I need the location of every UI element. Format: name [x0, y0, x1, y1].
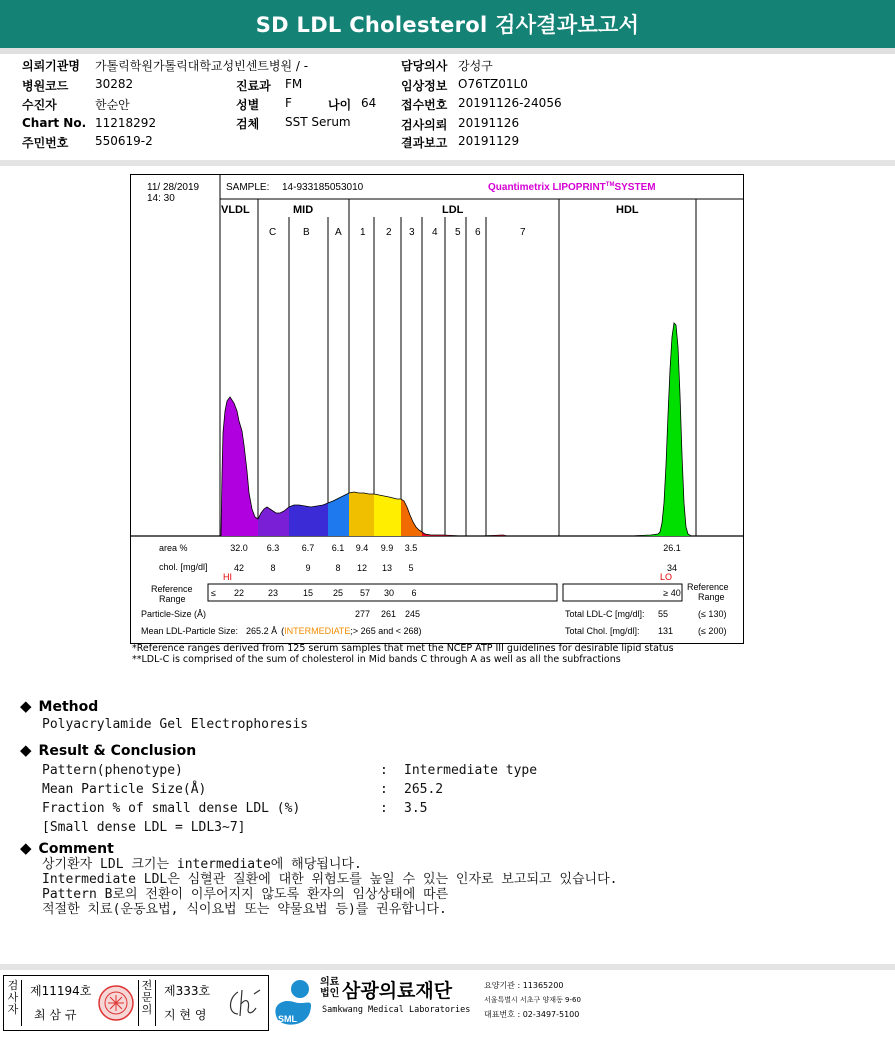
request-date-value: 20191126 — [458, 116, 520, 130]
sml-logo-icon — [270, 976, 318, 1028]
inspector-no: 제11194호 — [30, 984, 92, 998]
diamond-bullet-icon: ◆ — [20, 839, 32, 857]
band-label-6: 6 — [475, 227, 481, 238]
ref-value-hdl: ≥ 40 — [663, 588, 681, 598]
footnote-1: *Reference ranges derived from 125 serum samples that met the NCEP ATP III guidelines for desirable lipid status — [132, 643, 674, 654]
band-label-c: C — [269, 227, 277, 238]
comment-line: Intermediate LDL은 심혈관 질환에 대한 위험도를 높일 수 있는 인자로 보고되고 있습니다. — [42, 872, 618, 887]
chol-value: 12 — [356, 563, 368, 573]
rrn-value: 550619-2 — [95, 134, 153, 148]
header-divider — [0, 48, 895, 54]
org-address: 서울특별시 서초구 양재동 9-60 — [484, 996, 581, 1004]
row-chol-label: chol. [mg/dl] — [159, 562, 208, 572]
accession-value: 20191126-24056 — [458, 96, 562, 110]
result-value: Intermediate type — [404, 763, 538, 778]
chart-no-label: Chart No. — [22, 116, 87, 130]
specialist-label: 전문의 — [138, 980, 156, 1026]
doctor-label: 담당의사 — [401, 59, 448, 73]
sample-label: SAMPLE: — [226, 182, 270, 193]
particle-size-1: 277 — [355, 609, 371, 619]
chart-time: 14: 30 — [147, 193, 175, 204]
area-value: 6.7 — [301, 543, 315, 553]
row-ref-label-1: Reference — [151, 584, 193, 594]
band-fill-hdl — [631, 275, 696, 536]
ref-right-label-1: Reference — [687, 582, 729, 592]
specimen-value: SST Serum — [285, 115, 351, 129]
area-value: 3.5 — [404, 543, 418, 553]
diamond-bullet-icon: ◆ — [20, 741, 32, 759]
clinical-info-value: O76TZ01L0 — [458, 77, 528, 91]
result-sep: : — [380, 782, 388, 797]
chol-values — [234, 563, 677, 573]
mean-size-open: ( — [281, 626, 285, 636]
band-fill-b — [289, 275, 328, 536]
result-label: Fraction % of small dense LDL (%) — [42, 801, 301, 816]
dept-label: 진료과 — [236, 79, 271, 93]
chart-date: 11/ 28/2019 — [147, 182, 200, 193]
band-label-7: 7 — [520, 227, 526, 238]
total-ldl-ref: (≤ 130) — [698, 609, 727, 619]
result-value: 3.5 — [404, 801, 428, 816]
trace-layer — [220, 275, 696, 536]
chol-value: 42 — [233, 563, 245, 573]
lipoprint-chart — [131, 175, 743, 643]
result-label: Pattern(phenotype) — [42, 763, 183, 778]
org-prefix-1: 의료 — [320, 977, 340, 988]
method-text: Polyacrylamide Gel Electrophoresis — [42, 717, 309, 732]
band-label-5: 5 — [455, 227, 461, 238]
area-value: 32.0 — [230, 543, 248, 553]
chol-value: 8 — [270, 563, 276, 573]
particle-size-3: 245 — [405, 609, 421, 619]
mean-size-rest: ;> 265 and < 268) — [350, 626, 422, 636]
band-fill-a — [328, 275, 349, 536]
ref-right-label-2: Range — [698, 592, 725, 602]
comment-section — [20, 838, 740, 917]
band-label-2: 2 — [386, 227, 392, 238]
area-value: 6.1 — [331, 543, 345, 553]
ref-value: 30 — [383, 588, 395, 598]
result-sep: : — [380, 763, 388, 778]
recv-label: 수진자 — [22, 98, 57, 112]
chol-value: 9 — [305, 563, 311, 573]
sample-id: 14-933185053010 — [282, 182, 364, 193]
ref-range-box-left — [208, 584, 557, 601]
ref-value: 57 — [359, 588, 371, 598]
band-label-b: B — [303, 227, 310, 238]
footer-divider — [0, 964, 895, 970]
age-label: 나이 — [328, 98, 352, 112]
method-section — [20, 696, 308, 732]
ref-value: 25 — [332, 588, 344, 598]
report-date-label: 결과보고 — [401, 136, 448, 150]
age-value: 64 — [361, 96, 377, 110]
care-number: 요양기관 : 11365200 — [484, 981, 564, 990]
comment-line: 상기환자 LDL 크기는 intermediate에 해당됩니다. — [42, 857, 362, 872]
area-value: 6.3 — [266, 543, 280, 553]
diamond-bullet-icon: ◆ — [20, 697, 32, 715]
band-label-3: 3 — [409, 227, 415, 238]
ref-prefix: ≤ — [211, 588, 216, 598]
vldl-hi-flag: HI — [223, 572, 232, 582]
brand-name — [488, 182, 656, 193]
result-row — [42, 799, 720, 818]
area-values — [230, 543, 681, 553]
specialist-name: 지 현 영 — [164, 1008, 207, 1022]
chol-value: 8 — [335, 563, 341, 573]
area-value-hdl: 26.1 — [663, 543, 681, 553]
org-phone: 대표번호 : 02-3497-5100 — [484, 1010, 580, 1019]
result-value: 265.2 — [404, 782, 444, 797]
brand-tm: TM — [605, 182, 615, 188]
report-title: SD LDL Cholesterol 검사결과보고서 — [0, 0, 895, 48]
ref-values — [234, 588, 681, 598]
report-date-value: 20191129 — [458, 134, 520, 148]
org-prefix-2: 법인 — [320, 988, 340, 999]
comment-line: 적절한 치료(운동요법, 식이요법 또는 약물요법 등)를 권유합니다. — [42, 902, 447, 917]
result-sep: : — [380, 801, 388, 816]
band-fill-3 — [401, 275, 422, 536]
band-label-a: A — [335, 227, 342, 238]
rrn-label: 주민번호 — [22, 136, 69, 150]
total-chol-ref: (≤ 200) — [698, 626, 727, 636]
band-label-4: 4 — [432, 227, 438, 238]
band-label-1: 1 — [360, 227, 366, 238]
ref-value: 15 — [302, 588, 314, 598]
sex-value: F — [285, 96, 292, 110]
result-row — [42, 780, 720, 799]
total-ldl-value: 55 — [658, 609, 669, 619]
specialist-no: 제333호 — [164, 984, 211, 998]
band-fill-c — [258, 275, 289, 536]
hosp-code-label: 병원코드 — [22, 79, 69, 93]
mean-size-value: 265.2 Å — [246, 626, 278, 636]
footnote-2: **LDL-C is comprised of the sum of cholesterol in Mid bands C through A as well as all the subfractions — [132, 654, 621, 665]
mean-size-line — [141, 626, 421, 636]
total-ldl-label: Total LDL-C [mg/dl]: — [565, 609, 645, 619]
comment-heading: Comment — [38, 841, 114, 857]
mean-size-category: INTERMEDIATE — [284, 626, 351, 636]
area-value: 9.9 — [380, 543, 394, 553]
result-row — [42, 761, 720, 780]
org-prefix — [320, 977, 339, 999]
inspector-name: 최 삼 규 — [34, 1008, 77, 1022]
result-note: [Small dense LDL = LDL3~7] — [42, 820, 246, 835]
accession-label: 접수번호 — [401, 98, 448, 112]
band-fill-1 — [349, 275, 374, 536]
chol-value: 13 — [381, 563, 393, 573]
chol-value-hdl: 34 — [666, 563, 678, 573]
group-label-hdl: HDL — [616, 204, 639, 216]
request-date-label: 검사의뢰 — [401, 118, 448, 132]
inst-value: 가톨릭학원가톨릭대학교성빈센트병원 / - — [95, 59, 309, 73]
hdl-lo-flag: LO — [660, 572, 673, 582]
result-heading: Result & Conclusion — [38, 743, 197, 759]
recv-value: 한순안 — [95, 98, 130, 112]
row-area-label: area % — [159, 543, 188, 553]
band-fill-4-7 — [422, 275, 559, 536]
ref-value: 23 — [267, 588, 279, 598]
result-section — [20, 740, 720, 837]
inspector-seal-icon — [96, 982, 136, 1024]
trace-outline — [221, 323, 691, 536]
total-chol-value: 131 — [658, 626, 674, 636]
specimen-label: 검체 — [236, 117, 260, 131]
method-heading: Method — [38, 699, 99, 715]
chol-value: 5 — [408, 563, 414, 573]
hosp-code-value: 30282 — [95, 77, 134, 91]
clinical-info-label: 임상정보 — [401, 79, 448, 93]
particle-size-2: 261 — [381, 609, 397, 619]
inst-label: 의뢰기관명 — [22, 59, 80, 73]
sex-label: 성별 — [236, 98, 260, 112]
chart-no-value: 11218292 — [95, 116, 157, 130]
mean-size-label: Mean LDL-Particle Size: — [141, 626, 239, 636]
total-chol-label: Total Chol. [mg/dl]: — [565, 626, 640, 636]
result-label: Mean Particle Size(Å) — [42, 782, 207, 797]
area-value: 9.4 — [355, 543, 369, 553]
org-name: 삼광의료재단 — [342, 980, 453, 1002]
org-en-name: Samkwang Medical Laboratories — [322, 1005, 471, 1015]
sml-logo-text: SML — [278, 1014, 297, 1024]
dept-value: FM — [285, 77, 303, 91]
group-label-mid: MID — [293, 204, 314, 216]
lipoprint-report — [130, 174, 744, 644]
brand-suffix: SYSTEM — [614, 182, 656, 193]
group-label-vldl: VLDL — [221, 204, 250, 216]
inspector-label: 검사자 — [5, 980, 22, 1026]
doctor-value: 강성구 — [458, 59, 493, 73]
specialist-signature-icon — [224, 984, 264, 1022]
ref-value: 6 — [411, 588, 417, 598]
ref-value: 22 — [233, 588, 245, 598]
section-divider — [0, 160, 895, 166]
particle-size-label: Particle-Size (Å) — [141, 609, 207, 619]
comment-line: Pattern B로의 전환이 이루어지지 않도록 환자의 임상상태에 따른 — [42, 887, 449, 902]
signature-box — [3, 975, 269, 1031]
row-ref-label-2: Range — [159, 594, 186, 604]
group-label-ldl: LDL — [442, 204, 464, 216]
brand-text: Quantimetrix LIPOPRINT — [488, 182, 606, 193]
